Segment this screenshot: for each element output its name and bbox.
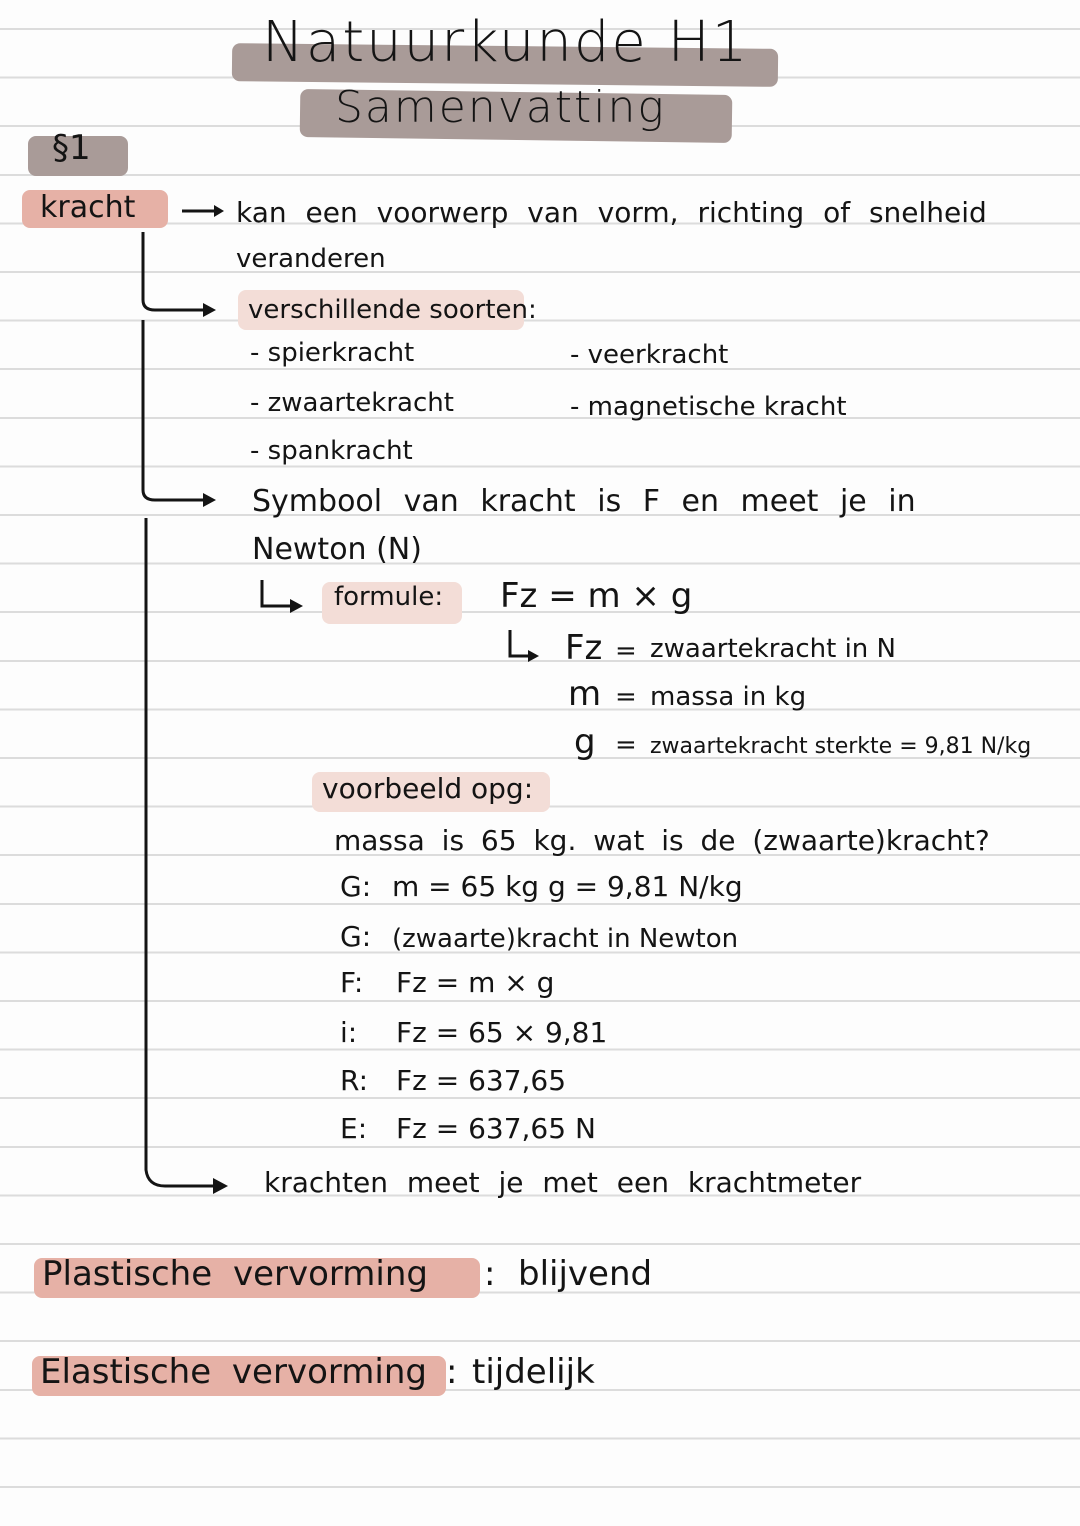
legend-eq: =	[615, 730, 637, 760]
deformation-meaning: tijdelijk	[472, 1352, 595, 1392]
step-text: Fz = 637,65 N	[396, 1112, 596, 1145]
deformation-sep: :	[484, 1254, 496, 1294]
legend-meaning: zwaartekracht in N	[650, 634, 896, 664]
legend-eq: =	[615, 682, 637, 712]
step-text: Fz = 65 × 9,81	[396, 1016, 608, 1049]
formula-label: formule:	[334, 582, 444, 612]
step-letter: i:	[340, 1016, 358, 1049]
legend-symbol: g	[574, 722, 596, 762]
step-letter: G:	[340, 870, 372, 903]
arrow-right-icon	[182, 205, 224, 217]
legend-meaning: zwaartekracht sterkte = 9,81 N/kg	[650, 734, 1032, 759]
step-letter: G:	[340, 920, 372, 953]
type-item: - zwaartekracht	[250, 388, 454, 418]
branch-arrow-icon	[146, 518, 228, 1194]
definition-line-2: veranderen	[236, 244, 386, 274]
definition-line-1: kan een voorwerp van vorm, richting of snelheid	[236, 196, 987, 229]
type-item: - magnetische kracht	[570, 392, 847, 422]
example-question: massa is 65 kg. wat is de (zwaarte)kracht?	[334, 824, 990, 857]
deformation-meaning: blijvend	[518, 1254, 653, 1294]
page-title: Natuurkunde H1	[262, 10, 750, 75]
branch-arrow-icon	[143, 320, 216, 507]
deformation-term: Elastische vervorming	[40, 1352, 427, 1392]
symbol-line-2: Newton (N)	[252, 532, 422, 567]
types-label: verschillende soorten:	[248, 295, 537, 325]
example-label: voorbeeld opg:	[322, 772, 534, 805]
measure-line: krachten meet je met een krachtmeter	[264, 1166, 862, 1199]
step-text: Fz = m × g	[396, 966, 555, 999]
branch-arrow-icon	[510, 630, 539, 662]
term-kracht: kracht	[40, 190, 136, 225]
type-item: - spankracht	[250, 436, 413, 466]
formula: Fz = m × g	[500, 576, 693, 616]
step-text: Fz = 637,65	[396, 1064, 567, 1097]
deformation-term: Plastische vervorming	[42, 1254, 428, 1294]
page-subtitle: Samenvatting	[335, 82, 666, 133]
legend-symbol: m	[568, 674, 602, 714]
legend-eq: =	[615, 636, 637, 666]
deformation-sep: :	[446, 1352, 458, 1392]
step-letter: F:	[340, 966, 364, 999]
step-text: m = 65 kg g = 9,81 N/kg	[392, 870, 743, 903]
type-item: - veerkracht	[570, 340, 729, 370]
branch-arrow-icon	[262, 580, 303, 613]
branch-arrow-icon	[143, 232, 216, 317]
step-letter: R:	[340, 1064, 369, 1097]
step-letter: E:	[340, 1112, 368, 1145]
step-text: (zwaarte)kracht in Newton	[392, 924, 739, 954]
type-item: - spierkracht	[250, 338, 415, 368]
legend-symbol: Fz	[565, 628, 603, 668]
legend-meaning: massa in kg	[650, 682, 807, 712]
symbol-line-1: Symbool van kracht is F en meet je in	[252, 484, 916, 519]
section-number: §1	[52, 128, 91, 168]
